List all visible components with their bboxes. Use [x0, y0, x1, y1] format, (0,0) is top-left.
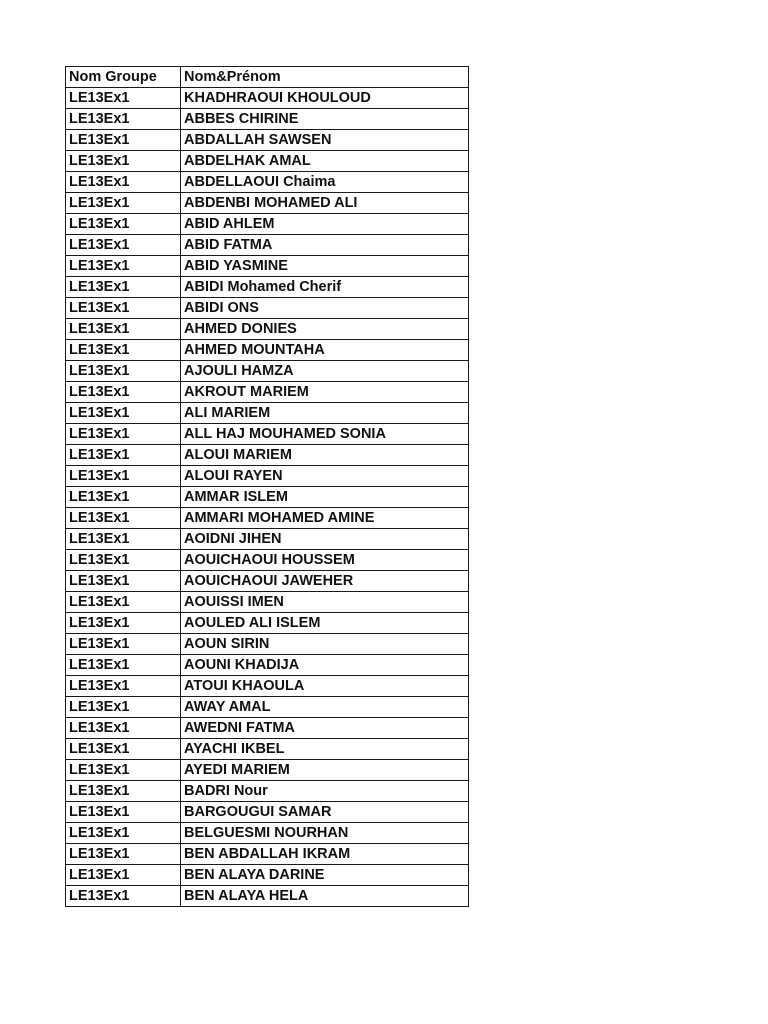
table-row — [66, 508, 469, 529]
table-row — [66, 655, 469, 676]
name-cell: KHADHRAOUI KHOULOUD — [181, 88, 469, 109]
name-cell: ALI MARIEM — [181, 403, 469, 424]
name-cell: ABDENBI MOHAMED ALI — [181, 193, 469, 214]
name-cell: ATOUI KHAOULA — [181, 676, 469, 697]
student-list-table — [65, 66, 469, 907]
table-row — [66, 172, 469, 193]
table-row — [66, 445, 469, 466]
name-cell: ABID FATMA — [181, 235, 469, 256]
group-cell: LE13Ex1 — [66, 319, 181, 340]
table-row — [66, 214, 469, 235]
group-cell: LE13Ex1 — [66, 739, 181, 760]
table-row — [66, 403, 469, 424]
group-cell: LE13Ex1 — [66, 613, 181, 634]
table-row — [66, 718, 469, 739]
name-cell: ABID YASMINE — [181, 256, 469, 277]
group-cell: LE13Ex1 — [66, 403, 181, 424]
group-cell: LE13Ex1 — [66, 508, 181, 529]
table-row — [66, 802, 469, 823]
name-cell: AWEDNI FATMA — [181, 718, 469, 739]
group-cell: LE13Ex1 — [66, 571, 181, 592]
table-body — [66, 88, 469, 907]
name-cell: AOUN SIRIN — [181, 634, 469, 655]
name-cell: AOULED ALI ISLEM — [181, 613, 469, 634]
name-cell: AOIDNI JIHEN — [181, 529, 469, 550]
name-cell: ABDELLAOUI Chaima — [181, 172, 469, 193]
table-row — [66, 487, 469, 508]
table-row — [66, 676, 469, 697]
name-cell: AOUISSI IMEN — [181, 592, 469, 613]
name-cell: ALL HAJ MOUHAMED SONIA — [181, 424, 469, 445]
name-cell: ALOUI RAYEN — [181, 466, 469, 487]
group-cell: LE13Ex1 — [66, 109, 181, 130]
table-row — [66, 865, 469, 886]
name-cell: BARGOUGUI SAMAR — [181, 802, 469, 823]
group-cell: LE13Ex1 — [66, 655, 181, 676]
group-cell: LE13Ex1 — [66, 865, 181, 886]
group-cell: LE13Ex1 — [66, 130, 181, 151]
name-cell: AOUICHAOUI JAWEHER — [181, 571, 469, 592]
name-cell: ABBES CHIRINE — [181, 109, 469, 130]
table-row — [66, 550, 469, 571]
table-row — [66, 697, 469, 718]
table-row — [66, 844, 469, 865]
group-cell: LE13Ex1 — [66, 760, 181, 781]
group-cell: LE13Ex1 — [66, 361, 181, 382]
table-row — [66, 781, 469, 802]
group-cell: LE13Ex1 — [66, 172, 181, 193]
group-cell: LE13Ex1 — [66, 802, 181, 823]
table-row — [66, 424, 469, 445]
table-row — [66, 634, 469, 655]
table-row — [66, 886, 469, 907]
table-row — [66, 298, 469, 319]
group-cell: LE13Ex1 — [66, 886, 181, 907]
group-cell: LE13Ex1 — [66, 781, 181, 802]
group-cell: LE13Ex1 — [66, 214, 181, 235]
group-cell: LE13Ex1 — [66, 697, 181, 718]
group-cell: LE13Ex1 — [66, 88, 181, 109]
table-row — [66, 256, 469, 277]
name-cell: AOUNI KHADIJA — [181, 655, 469, 676]
table-row — [66, 319, 469, 340]
name-cell: BADRI Nour — [181, 781, 469, 802]
table-row — [66, 235, 469, 256]
name-cell: BELGUESMI NOURHAN — [181, 823, 469, 844]
name-cell: ABDELHAK AMAL — [181, 151, 469, 172]
table-row — [66, 592, 469, 613]
name-cell: AKROUT MARIEM — [181, 382, 469, 403]
table-row — [66, 88, 469, 109]
header-group: Nom Groupe — [66, 67, 181, 88]
group-cell: LE13Ex1 — [66, 151, 181, 172]
group-cell: LE13Ex1 — [66, 823, 181, 844]
table-row — [66, 739, 469, 760]
group-cell: LE13Ex1 — [66, 487, 181, 508]
name-cell: AYEDI MARIEM — [181, 760, 469, 781]
table-row — [66, 613, 469, 634]
name-cell: BEN ABDALLAH IKRAM — [181, 844, 469, 865]
group-cell: LE13Ex1 — [66, 424, 181, 445]
name-cell: AWAY AMAL — [181, 697, 469, 718]
table-row — [66, 466, 469, 487]
name-cell: AYACHI IKBEL — [181, 739, 469, 760]
name-cell: BEN ALAYA HELA — [181, 886, 469, 907]
name-cell: BEN ALAYA DARINE — [181, 865, 469, 886]
group-cell: LE13Ex1 — [66, 298, 181, 319]
group-cell: LE13Ex1 — [66, 550, 181, 571]
group-cell: LE13Ex1 — [66, 592, 181, 613]
table-row — [66, 571, 469, 592]
name-cell: AMMARI MOHAMED AMINE — [181, 508, 469, 529]
name-cell: AMMAR ISLEM — [181, 487, 469, 508]
table-header — [66, 67, 469, 88]
group-cell: LE13Ex1 — [66, 634, 181, 655]
table-row — [66, 109, 469, 130]
name-cell: AHMED MOUNTAHA — [181, 340, 469, 361]
table-row — [66, 382, 469, 403]
group-cell: LE13Ex1 — [66, 445, 181, 466]
table-row — [66, 151, 469, 172]
group-cell: LE13Ex1 — [66, 382, 181, 403]
name-cell: AJOULI HAMZA — [181, 361, 469, 382]
table-row — [66, 760, 469, 781]
name-cell: ABID AHLEM — [181, 214, 469, 235]
group-cell: LE13Ex1 — [66, 529, 181, 550]
table-row — [66, 193, 469, 214]
name-cell: ALOUI MARIEM — [181, 445, 469, 466]
group-cell: LE13Ex1 — [66, 340, 181, 361]
header-row — [66, 67, 469, 88]
name-cell: AHMED DONIES — [181, 319, 469, 340]
table-row — [66, 340, 469, 361]
group-cell: LE13Ex1 — [66, 844, 181, 865]
name-cell: AOUICHAOUI HOUSSEM — [181, 550, 469, 571]
group-cell: LE13Ex1 — [66, 466, 181, 487]
table-row — [66, 361, 469, 382]
group-cell: LE13Ex1 — [66, 277, 181, 298]
name-cell: ABDALLAH SAWSEN — [181, 130, 469, 151]
table-row — [66, 277, 469, 298]
group-cell: LE13Ex1 — [66, 718, 181, 739]
table-row — [66, 130, 469, 151]
group-cell: LE13Ex1 — [66, 676, 181, 697]
group-cell: LE13Ex1 — [66, 235, 181, 256]
name-cell: ABIDI ONS — [181, 298, 469, 319]
name-cell: ABIDI Mohamed Cherif — [181, 277, 469, 298]
group-cell: LE13Ex1 — [66, 193, 181, 214]
header-name: Nom&Prénom — [181, 67, 469, 88]
group-cell: LE13Ex1 — [66, 256, 181, 277]
table-row — [66, 823, 469, 844]
table-row — [66, 529, 469, 550]
